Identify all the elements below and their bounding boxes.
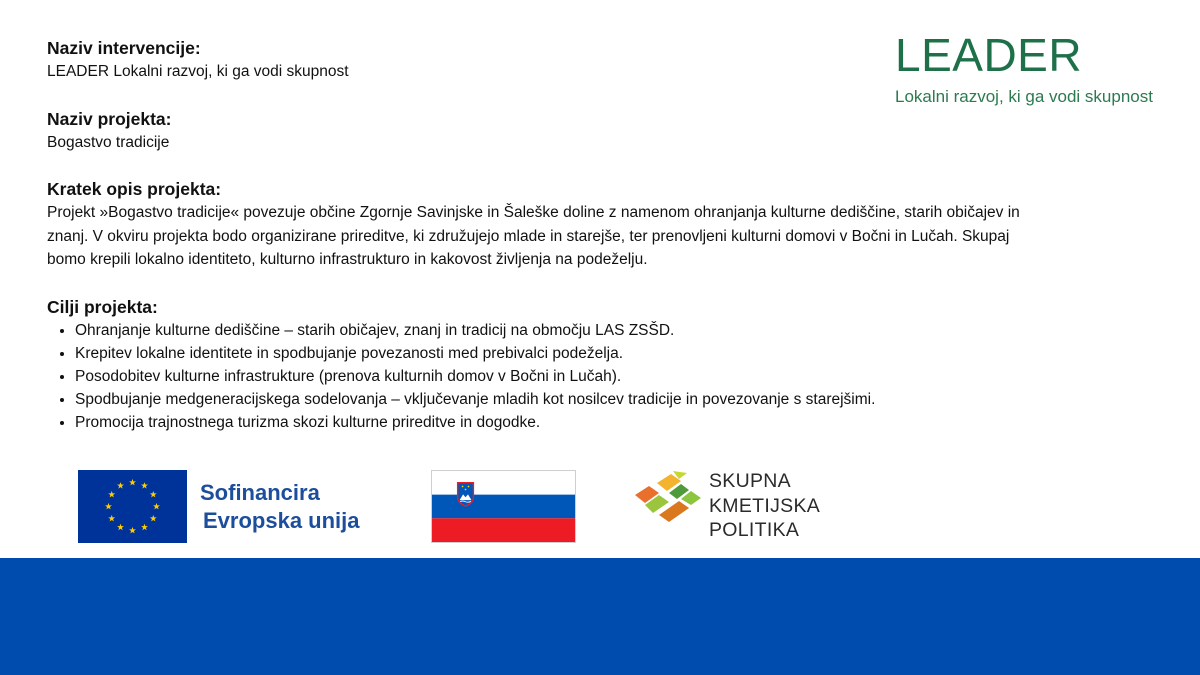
slovenia-coat-of-arms-icon [458, 483, 474, 506]
eu-line-2: Evropska unija [203, 508, 360, 533]
description-section [47, 177, 1047, 272]
goal-item: • Posodobitev kulturne infrastrukture (prenova kulturnih domov v Bočni in Lučah). [75, 365, 1047, 388]
goal-item: • Ohranjanje kulturne dediščine – starih običajev, znanj in tradicij na območju LAS ZSŠD. [75, 319, 1047, 342]
skp-line-1: SKUPNA [709, 470, 791, 492]
intervention-label: Naziv intervencije: [47, 38, 201, 58]
field-mosaic-icon [633, 471, 705, 525]
goals-list [47, 319, 1047, 434]
description-label: Kratek opis projekta: [47, 179, 222, 199]
project-label: Naziv projekta: [47, 108, 172, 129]
leader-title: LEADER [895, 29, 1083, 81]
leader-brand [895, 27, 1153, 109]
skp-text [709, 469, 820, 543]
skp-line-3: POLITIKA [709, 519, 800, 541]
eu-line-1: Sofinancira [200, 480, 320, 505]
goals-label: Cilji projekta: [47, 296, 158, 317]
goals-section [47, 295, 1047, 434]
goal-item: • Promocija trajnostnega turizma skozi kulturne prireditve in dogodke. [75, 411, 1047, 434]
skp-logo [633, 469, 833, 545]
slovenia-flag-icon [431, 470, 576, 543]
leader-subtitle: Lokalni razvoj, ki ga vodi skupnost [895, 87, 1153, 106]
skp-line-2: KMETIJSKA [709, 494, 821, 517]
eu-cofinancing-logo [78, 470, 378, 543]
description-text: Projekt »Bogastvo tradicije« povezuje občine Zgornje Savinjske in Šaleške doline z namenom ohranjanja kulturne dediščine, starih običajev in znanj. V okviru projekta bodo organizirane prireditve, ki združujejo mlade in starejše, ter prenovljeni kulturni domovi v Bočni in Lučah. Skupaj bomo krepili lokalno identiteto, kulturno infrastrukturo in kakovost življenja na podeželju. [47, 204, 1020, 268]
intervention-value: LEADER Lokalni razvoj, ki ga vodi skupnost [47, 63, 349, 80]
project-section [47, 107, 1047, 155]
goal-item: • Spodbujanje medgeneracijskega sodelovanja – vključevanje mladih kot nosilcev tradicije in povezovanje s starejšimi. [75, 388, 1047, 411]
eu-cofinancing-text [200, 479, 360, 535]
project-value: Bogastvo tradicije [47, 133, 170, 151]
eu-flag-icon [78, 470, 187, 543]
footer-band [0, 558, 1200, 675]
goal-item: • Krepitev lokalne identitete in spodbujanje povezanosti med prebivalci podeželja. [75, 342, 1047, 365]
